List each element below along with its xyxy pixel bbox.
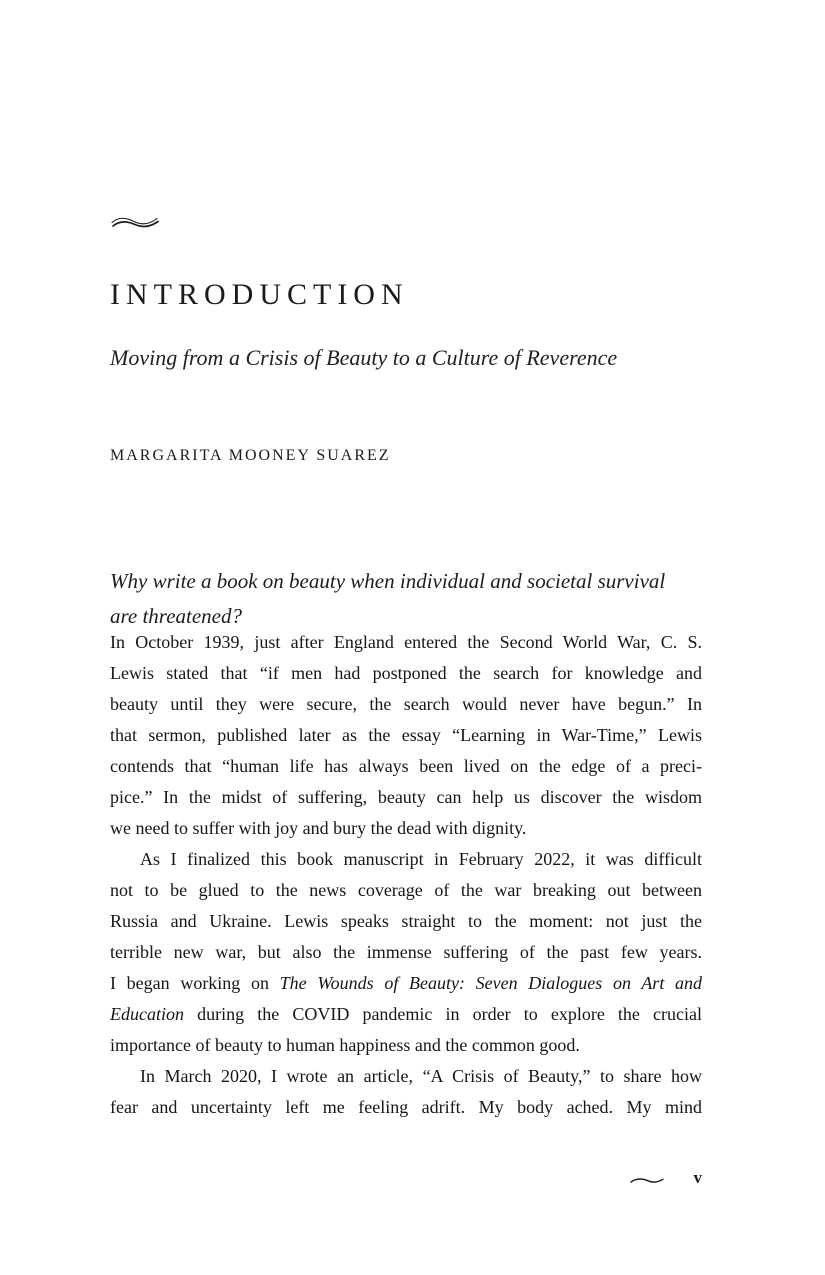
body-line: In October 1939, just after England entered the Second World War, C. S. xyxy=(110,632,702,652)
body-line: fear and uncertainty left me feeling adrift. My body ached. My mind xyxy=(110,1097,702,1117)
body-line: not to be glued to the news coverage of the war breaking out between xyxy=(110,880,702,900)
body-line: Education during the COVID pandemic in order to explore the crucial xyxy=(110,1004,702,1024)
question-line: are threatened? xyxy=(110,604,242,628)
body-line: that sermon, published later as the essay “Learning in War-Time,” Lewis xyxy=(110,725,702,745)
author-name: MARGARITA MOONEY SUAREZ xyxy=(110,447,391,464)
body-line: Russia and Ukraine. Lewis speaks straight to the moment: not just the xyxy=(110,911,702,931)
body-line: importance of beauty to human happiness and the common good. xyxy=(110,1035,580,1055)
body-line: we need to suffer with joy and bury the dead with dignity. xyxy=(110,818,527,838)
body-paragraph xyxy=(110,627,702,844)
question-line: Why write a book on beauty when individual and societal survival xyxy=(110,569,666,593)
body-text xyxy=(110,627,702,1123)
chapter-subtitle: Moving from a Crisis of Beauty to a Culture of Reverence xyxy=(110,345,618,370)
section-question-heading xyxy=(110,564,710,634)
body-paragraph xyxy=(110,844,702,1061)
body-line: I began working on The Wounds of Beauty: Seven Dialogues on Art and xyxy=(110,973,702,993)
footer-flourish-icon xyxy=(630,1173,664,1183)
page-number: v xyxy=(693,1168,702,1187)
body-line: Lewis stated that “if men had postponed the search for knowledge and xyxy=(110,663,702,683)
body-paragraph xyxy=(110,1061,702,1123)
body-line: terrible new war, but also the immense suffering of the past few years. xyxy=(110,942,702,962)
page-footer xyxy=(110,1165,702,1191)
body-line: beauty until they were secure, the search would never have begun.” In xyxy=(110,694,702,714)
body-line: In March 2020, I wrote an article, “A Crisis of Beauty,” to share how xyxy=(140,1066,702,1086)
body-line: contends that “human life has always been lived on the edge of a preci- xyxy=(110,756,702,776)
body-line: As I finalized this book manuscript in February 2022, it was difficult xyxy=(140,849,702,869)
body-line: pice.” In the midst of suffering, beauty can help us discover the wisdom xyxy=(110,787,702,807)
chapter-title: INTRODUCTION xyxy=(110,278,409,311)
chapter-flourish-icon xyxy=(110,214,160,234)
